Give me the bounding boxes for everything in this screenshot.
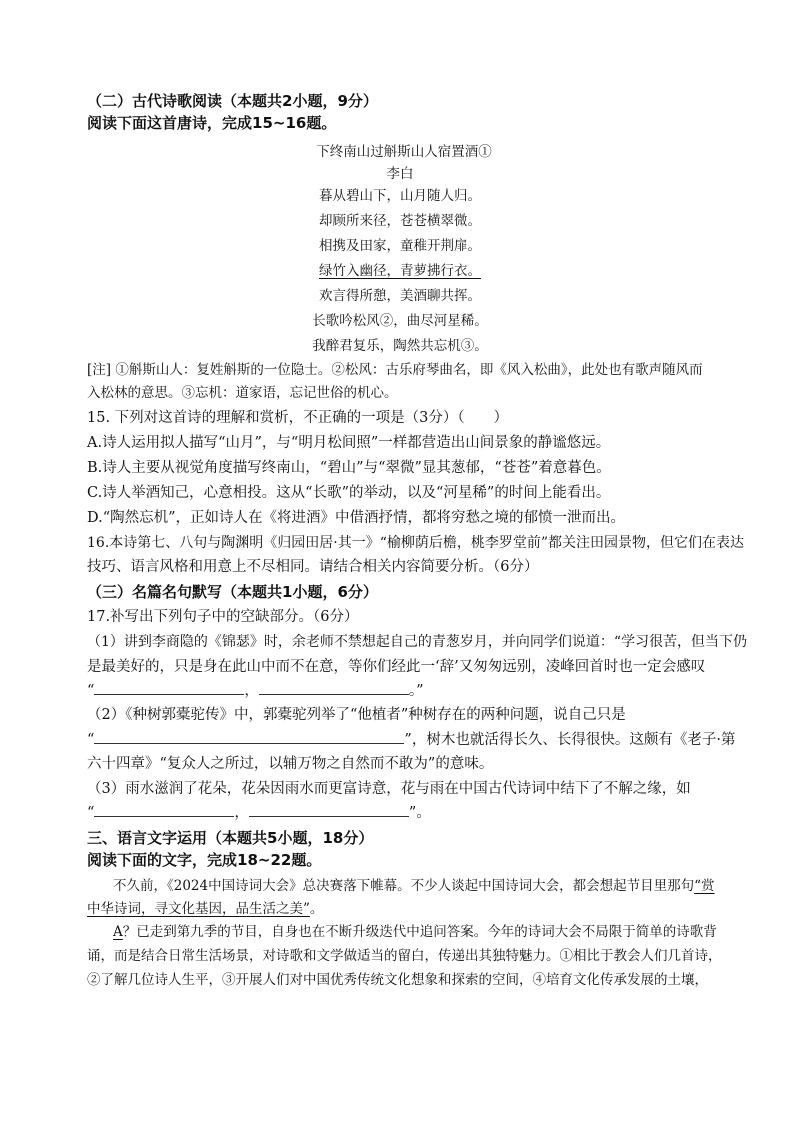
poem-line: 暮从碧山下，山月随人归。 <box>319 188 481 204</box>
q17-stem: 17.补写出下列句子中的空缺部分。（6分） <box>87 609 359 625</box>
q17-p3-line: （3）雨水滋润了花朵，花朵因雨水而更富诗意，花与雨在中国古代诗词中结下了不解之缘，如 <box>87 781 691 797</box>
q15-option-d: D.“陶然忘机”，正如诗人在《将进酒》中借酒抒情，都将穷愁之境的郁愤一泄而出。 <box>87 510 626 526</box>
section-heading-language: 三、语言文字运用（本题共5小题，18分） <box>87 829 374 847</box>
passage-line: 诵，而是结合日常生活场景，对诗歌和文学做适当的留白，传递出其独特魅力。①相比于教会人们几首诗， <box>87 948 722 964</box>
poem-line-underlined <box>0 261 800 281</box>
close-quote: 。” <box>408 683 424 699</box>
poem-notes-line: [注] ①斛斯山人：复姓斛斯的一位隐士。②松风：古乐府琴曲名，即《风入松曲》，此处也有歌声随风而 <box>87 362 703 378</box>
q17-p1-blanks <box>87 680 424 701</box>
answer-blank[interactable] <box>94 802 234 817</box>
passage-text: 不久前，《2024中国诗词大会》总决赛落下帷幕。不少人谈起中国诗词大会，都会想起节目里那句 <box>113 878 695 894</box>
poem-line: 欢言得所憩，美酒聊共挥。 <box>319 288 481 304</box>
passage-text: 。 <box>309 901 324 917</box>
q16-line: 技巧、语言风格和用意上不尽相同。请结合相关内容简要分析。（6分） <box>87 559 539 575</box>
open-quote: “ <box>87 805 95 821</box>
q17-p2-blank-line <box>87 729 735 750</box>
poem-line: 我醉君复乐，陶然共忘机③。 <box>312 338 488 354</box>
quote-continuation: ”，树木也就活得长久、长得很快。这颇有《老子·第 <box>404 732 736 748</box>
q17-p1-line: （1）讲到李商隐的《锦瑟》时，余老师不禁想起自己的青葱岁月，并向同学们说道：“学习很苦，但当下仍 <box>87 634 748 650</box>
passage-text: ？已走到第九季的节目，自身也在不断升级迭代中追问答案。今年的诗词大会不局限于简单的诗歌背 <box>122 924 717 940</box>
comma: ， <box>234 805 249 821</box>
q15-option-a: A.诗人运用拟人描写“山月”，与“明月松间照”一样都营造出山间景象的静谧悠远。 <box>87 435 611 451</box>
passage-line <box>87 899 323 919</box>
q17-p2-line: （2）《种树郭橐驼传》中，郭橐驼列举了“他植者”种树存在的两种问题，说自己只是 <box>87 707 626 723</box>
section-heading-recitation: （三）名篇名句默写（本题共1小题，6分） <box>87 583 378 601</box>
q15-option-c: C.诗人举酒知己，心意相投。这从“长歌”的举动，以及“河星稀”的时间上能看出。 <box>87 485 611 501</box>
q17-p3-blanks <box>87 802 431 823</box>
passage-line: ②了解几位诗人生平，③开展人们对中国优秀传统文化想象和探索的空间，④培育文化传承发展的土壤， <box>87 972 708 988</box>
language-instruction: 阅读下面的文字，完成18~22题。 <box>87 851 322 869</box>
answer-blank[interactable] <box>94 729 404 744</box>
open-quote: “ <box>87 732 95 748</box>
answer-blank[interactable] <box>249 802 409 817</box>
passage-text-underlined: “赏 <box>694 878 715 894</box>
q15-stem: 15. 下列对这首诗的理解和赏析，不正确的一项是（3分）（ ） <box>87 410 509 426</box>
poem-line: 却顾所来径，苍苍横翠微。 <box>319 213 481 229</box>
section-heading-poetry: （二）古代诗歌阅读（本题共2小题，9分） <box>87 92 378 110</box>
answer-blank[interactable] <box>259 680 409 695</box>
poem-title: 下终南山过斛斯山人宿置酒① <box>316 144 492 160</box>
poem-line: 相携及田家，童稚开荆扉。 <box>319 238 481 254</box>
close-quote: ”。 <box>408 805 431 821</box>
q15-option-b: B.诗人主要从视觉角度描写终南山，“碧山”与“翠微”显其葱郁，“苍苍”着意暮色。 <box>87 460 611 476</box>
poem-line-text: 绿竹入幽径，青萝拂行衣。 <box>319 263 481 279</box>
comma: ， <box>244 683 259 699</box>
q17-p1-line: 是最美好的，只是身在此山中而不在意，等你们经此一‘辞’又匆匆远别，凌峰回首时也一定会感叹 <box>87 659 706 675</box>
passage-line <box>113 876 715 896</box>
answer-blank[interactable] <box>94 680 244 695</box>
poem-author: 李白 <box>386 166 414 182</box>
open-quote: “ <box>87 683 95 699</box>
poem-line: 长歌吟松风②，曲尽河星稀。 <box>312 313 488 329</box>
blank-label-a: A <box>113 924 123 940</box>
poem-notes-line: 入松林的意思。③忘机：道家语，忘记世俗的机心。 <box>87 385 398 401</box>
passage-line <box>113 922 717 942</box>
poetry-instruction: 阅读下面这首唐诗，完成15~16题。 <box>87 114 337 132</box>
passage-text-underlined: 中华诗词，寻文化基因，品生活之美” <box>87 901 310 917</box>
q16-line: 16.本诗第七、八句与陶渊明《归园田居·其一》“榆柳荫后檐，桃李罗堂前”都关注田园景物，但它们在表达 <box>87 535 745 551</box>
q17-p2-line: 六十四章》“复众人之所过，以辅万物之自然而不敢为”的意味。 <box>87 756 494 772</box>
